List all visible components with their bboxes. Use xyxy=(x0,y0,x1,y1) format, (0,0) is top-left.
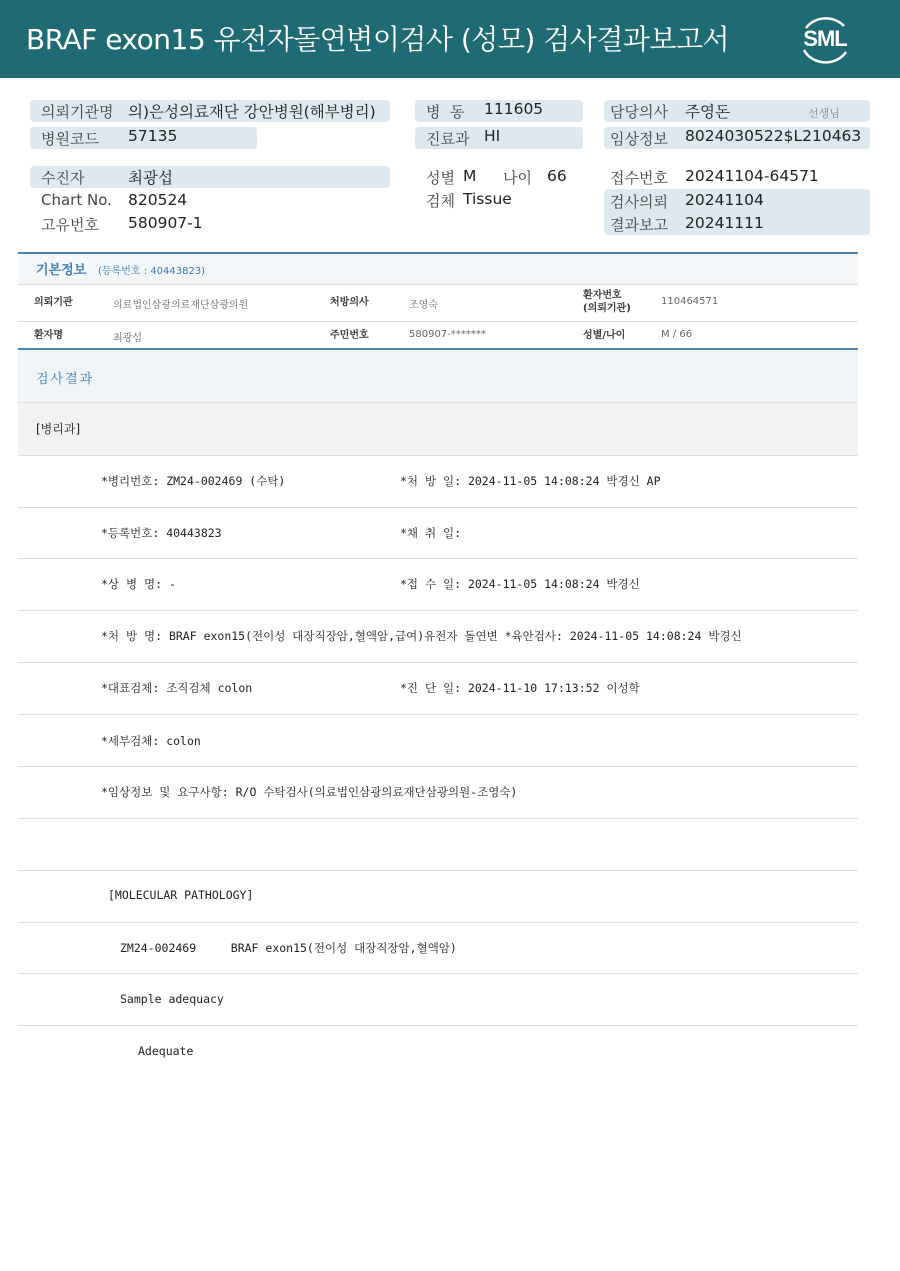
patient-name-label: 환자명 xyxy=(34,330,63,341)
basic-info-title: 기본정보 xyxy=(36,263,87,278)
patient-value: 최광섭 xyxy=(128,169,173,187)
chart-label: Chart No. xyxy=(41,191,112,209)
sml-logo xyxy=(796,12,854,66)
diagnosis-name: *상 병 명: - xyxy=(101,577,176,591)
logo-text: SML xyxy=(803,26,847,51)
divider xyxy=(18,507,858,508)
result-header xyxy=(18,350,858,402)
specimen-label: 검체 xyxy=(426,192,455,210)
report-date-value: 20241111 xyxy=(685,214,764,232)
ward-value: 111605 xyxy=(484,100,544,118)
department-value: HI xyxy=(484,127,501,145)
pathology-header xyxy=(18,403,858,455)
divider xyxy=(18,455,858,456)
divider xyxy=(18,973,858,974)
patient-label: 수진자 xyxy=(41,169,85,187)
chart-value: 820524 xyxy=(128,191,188,209)
detail-specimen: *세부검체: colon xyxy=(101,734,201,748)
sex-age-value: M / 66 xyxy=(661,329,693,340)
hospital-code-value: 57135 xyxy=(128,127,178,145)
representative-specimen: *대표검체: 조직검체 colon xyxy=(101,681,253,695)
inst-label: 의뢰기관 xyxy=(34,297,73,308)
doctor-suffix: 선생님 xyxy=(808,107,840,120)
result-title: 검사결과 xyxy=(36,372,95,387)
sex-label: 성별 xyxy=(426,169,455,187)
divider xyxy=(18,714,858,715)
department-label: 진료과 xyxy=(426,130,470,148)
registration-line: *등록번호: 40443823 xyxy=(101,526,222,540)
ward-label: 병 동 xyxy=(426,103,465,121)
doctor-label: 담당의사 xyxy=(610,103,668,121)
specimen-value: Tissue xyxy=(463,190,512,208)
divider xyxy=(18,870,858,871)
age-value: 66 xyxy=(547,167,567,185)
clinical-value: 8024030522$L210463 xyxy=(685,127,862,145)
divider xyxy=(18,922,858,923)
receipt-no-value: 20241104-64571 xyxy=(685,167,819,185)
clinical-label: 임상정보 xyxy=(610,130,668,148)
prescription-name: *처 방 명: BRAF exon15(전이성 대장직장암,혈액암,급여)유전자 돌연변 *육안검사: 2024-11-05 14:08:24 박경신 xyxy=(101,629,742,643)
patient-no-label xyxy=(583,289,631,315)
report-date-label: 결과보고 xyxy=(610,216,668,234)
collection-date: *채 취 일: xyxy=(400,526,462,540)
patient-no-label-line2: (의뢰기관) xyxy=(583,303,631,314)
unique-no-value: 580907-1 xyxy=(128,214,203,232)
divider xyxy=(18,1025,858,1026)
divider xyxy=(18,284,858,285)
sex-value: M xyxy=(463,167,477,185)
divider xyxy=(18,818,858,819)
unique-no-label: 고유번호 xyxy=(41,216,99,234)
rrn-value: 580907-******* xyxy=(409,329,486,340)
sample-adequacy-label: Sample adequacy xyxy=(120,992,224,1006)
request-date-label: 검사의뢰 xyxy=(610,193,668,211)
registration-number: (등록번호 : 40443823) xyxy=(98,266,206,277)
request-date-value: 20241104 xyxy=(685,191,764,209)
sex-age-label: 성별/나이 xyxy=(583,330,626,341)
pathology-number: *병리번호: ZM24-002469 (수탁) xyxy=(101,474,286,488)
age-label: 나이 xyxy=(503,169,532,187)
divider xyxy=(18,662,858,663)
institution-label: 의뢰기관명 xyxy=(41,103,114,121)
doctor-value: 주영돈 xyxy=(685,103,730,121)
report-title: BRAF exon15 유전자돌연변이검사 (성모) 검사결과보고서 xyxy=(26,23,730,56)
prescriber-label: 처방의사 xyxy=(330,297,369,308)
clinical-request: *임상정보 및 요구사항: R/O 수탁검사(의료법인삼광의료재단삼광의원-조영숙) xyxy=(101,785,518,799)
patient-no-value: 110464571 xyxy=(661,296,719,307)
divider xyxy=(18,558,858,559)
pathology-title: [병리과] xyxy=(36,422,81,436)
sample-adequacy-value: Adequate xyxy=(138,1044,194,1058)
inst-value: 의료법인삼광의료재단삼광의원 xyxy=(113,300,249,311)
institution-value: 의)은성의료재단 강안병원(해부병리) xyxy=(128,103,376,121)
patient-no-label-line1: 환자번호 xyxy=(583,290,622,301)
receipt-date: *접 수 일: 2024-11-05 14:08:24 박경신 xyxy=(400,577,640,591)
prescriber-value: 조영숙 xyxy=(409,300,438,311)
patient-name-value: 최광섭 xyxy=(113,333,142,344)
prescription-date: *처 방 일: 2024-11-05 14:08:24 박경신 AP xyxy=(400,474,661,488)
case-line: ZM24-002469 BRAF exon15(전이성 대장직장암,혈액암) xyxy=(120,941,457,955)
divider xyxy=(18,610,858,611)
hospital-code-label: 병원코드 xyxy=(41,130,99,148)
divider xyxy=(18,766,858,767)
divider xyxy=(18,321,858,322)
molecular-pathology-heading: [MOLECULAR PATHOLOGY] xyxy=(108,888,254,902)
diagnosis-date: *진 단 일: 2024-11-10 17:13:52 이성학 xyxy=(400,681,640,695)
rrn-label: 주민번호 xyxy=(330,330,369,341)
receipt-no-label: 접수번호 xyxy=(610,169,668,187)
